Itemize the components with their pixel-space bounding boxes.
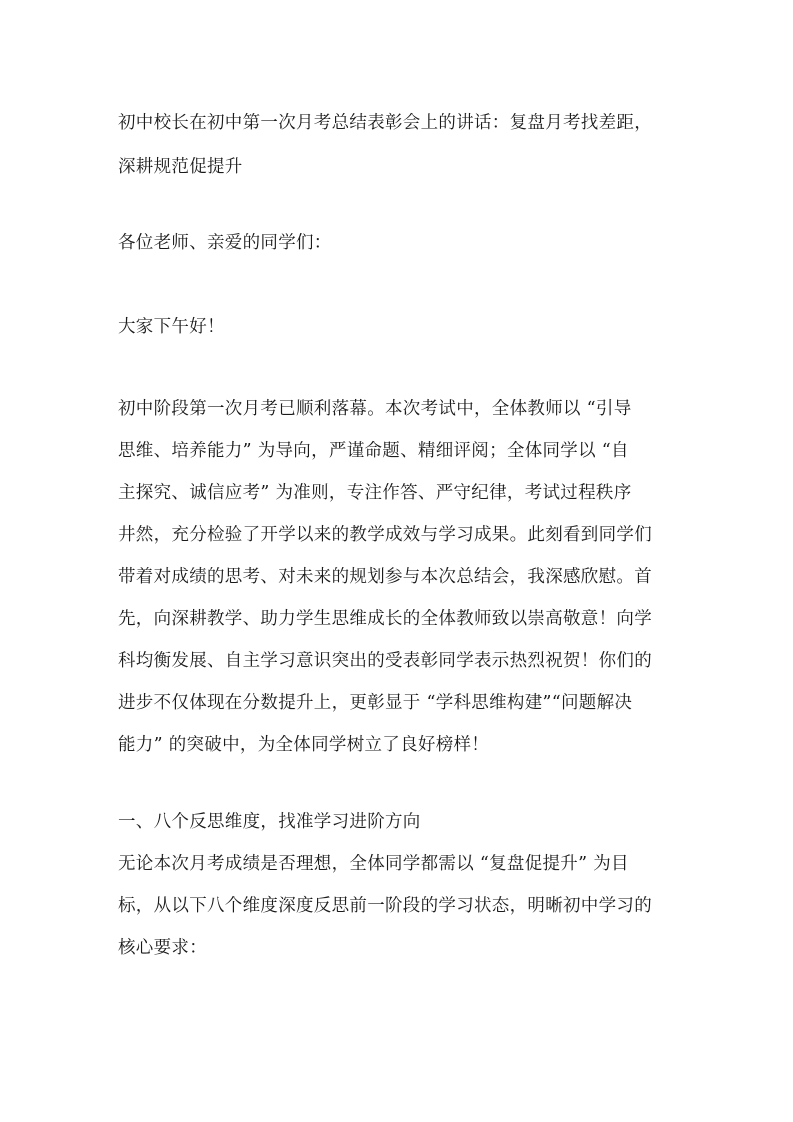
intro-line-5: 带着对成绩的思考、对未来的规划参与本次总结会，我深感欣慰。首 xyxy=(118,567,652,587)
title-line-2: 深耕规范促提升 xyxy=(118,157,243,177)
section-1-line-3: 核心要求： xyxy=(118,938,207,958)
section-1-line-1: 无论本次月考成绩是否理想，全体同学都需以 “复盘促提升” 为目 xyxy=(118,854,629,874)
intro-line-4: 井然，充分检验了开学以来的教学成效与学习成果。此刻看到同学们 xyxy=(118,525,652,545)
section-1-line-2: 标，从以下八个维度深度反思前一阶段的学习状态，明晰初中学习的 xyxy=(118,896,652,916)
section-1-heading: 一、八个反思维度，找准学习进阶方向 xyxy=(118,812,421,832)
intro-line-8: 进步不仅体现在分数提升上，更彰显于 “学科思维构建”“问题解决 xyxy=(118,693,633,713)
greeting: 大家下午好！ xyxy=(118,317,225,337)
intro-line-6: 先，向深耕教学、助力学生思维成长的全体教师致以崇高敬意！向学 xyxy=(118,609,652,629)
salutation: 各位老师、亲爱的同学们： xyxy=(118,233,332,253)
intro-line-1: 初中阶段第一次月考已顺利落幕。本次考试中，全体教师以 “引导 xyxy=(118,399,632,419)
title-line-1: 初中校长在初中第一次月考总结表彰会上的讲话：复盘月考找差距， xyxy=(118,113,652,133)
intro-line-2: 思维、培养能力” 为导向，严谨命题、精细评阅；全体同学以 “自 xyxy=(118,441,629,461)
intro-line-7: 科均衡发展、自主学习意识突出的受表彰同学表示热烈祝贺！你们的 xyxy=(118,651,652,671)
intro-line-9: 能力” 的突破中，为全体同学树立了良好榜样！ xyxy=(118,735,490,755)
intro-line-3: 主探究、诚信应考” 为准则，专注作答、严守纪律，考试过程秩序 xyxy=(118,483,632,503)
